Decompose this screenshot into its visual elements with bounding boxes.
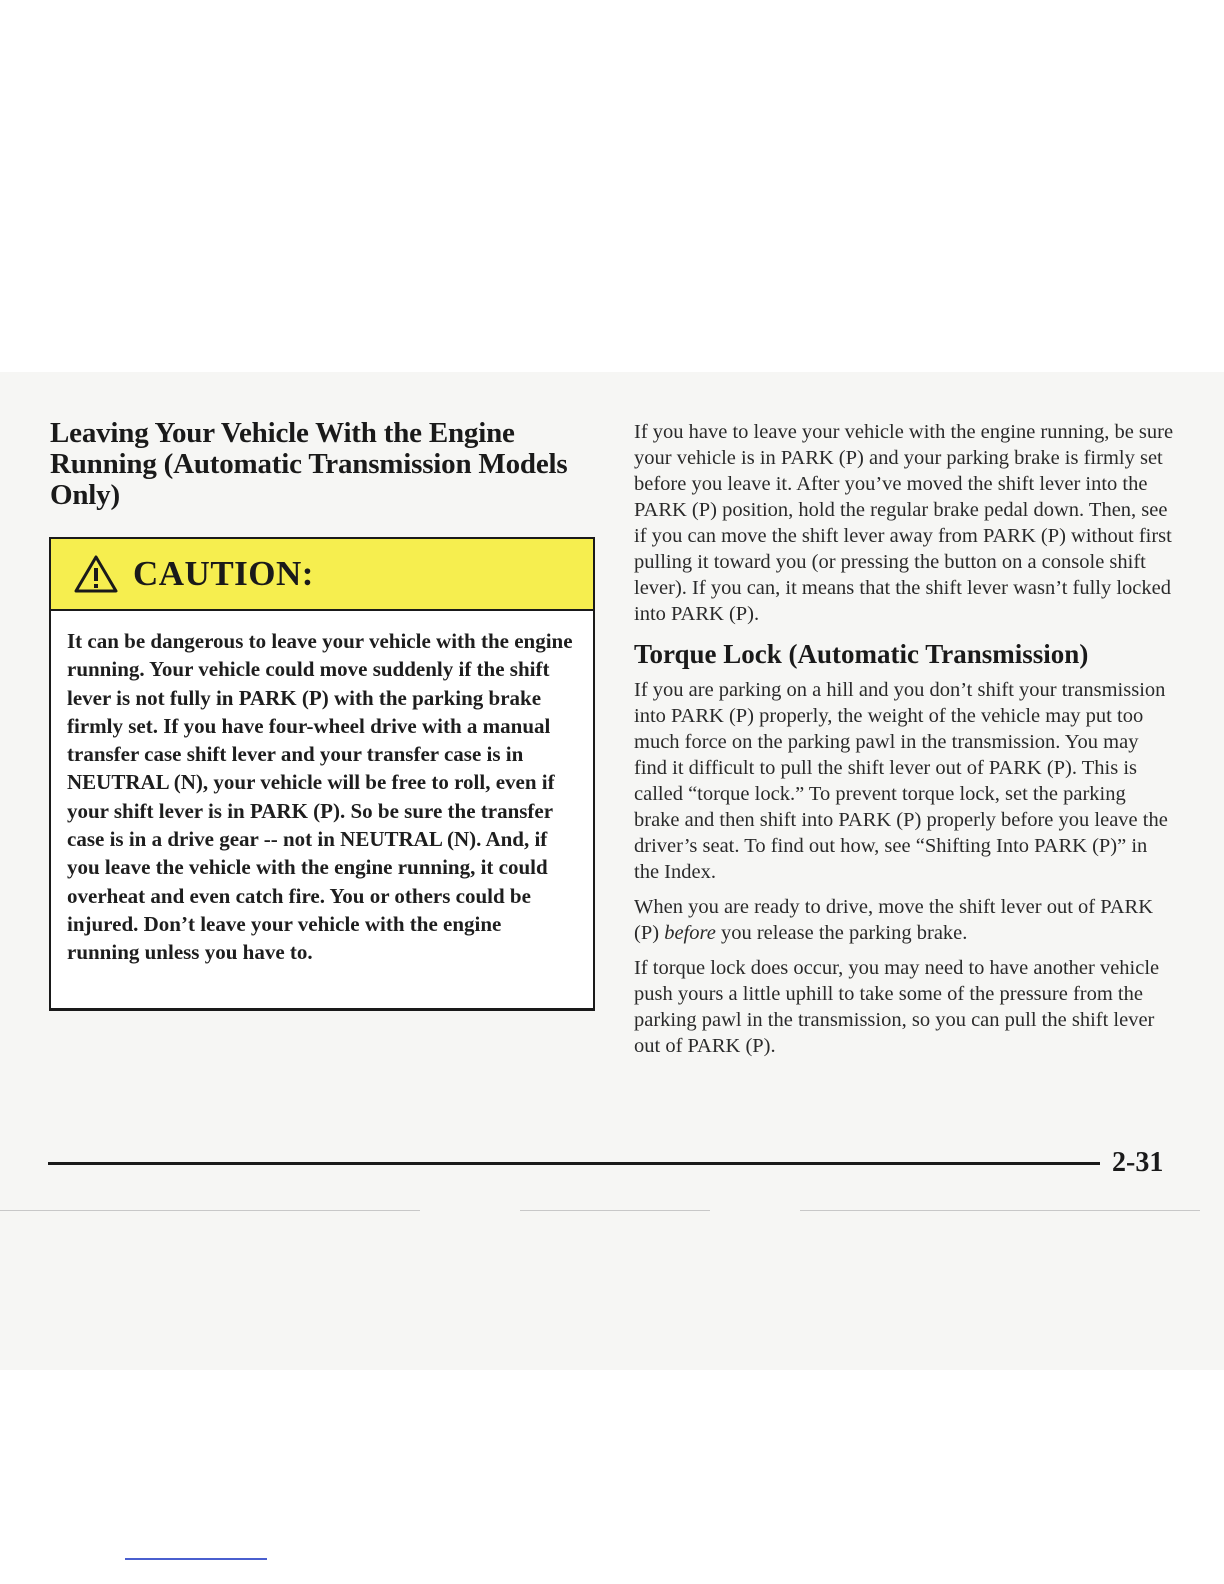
footer-rule	[48, 1162, 1100, 1165]
scan-artifact-line	[800, 1210, 1200, 1211]
paragraph-torque-lock-occurs: If torque lock does occur, you may need to have another vehicle push yours a little uphill to take some of the pressure from the parking pawl in the transmission, so you can pull the shift lever out of PARK (P).	[634, 957, 1160, 1057]
paragraph-torque-lock: If you are parking on a hill and you don’t shift your transmission into PARK (P) properly, the weight of the vehicle may put too much force on the parking pawl in the transmission. You may find it difficult to pull the shift lever out of PARK (P). This is called “torque lock.” To prevent torque lock, set the parking brake and then shift into PARK (P) properly before you leave the driver’s seat. To find out how, see “Shifting Into PARK (P)” in the Index.	[634, 679, 1168, 883]
warning-triangle-icon	[73, 554, 119, 594]
left-column	[50, 418, 600, 511]
torque-lock-heading: Torque Lock (Automatic Transmission)	[634, 639, 1089, 669]
scan-artifact-line	[520, 1210, 710, 1211]
caution-header	[51, 539, 593, 611]
caution-box	[49, 537, 595, 1011]
scan-artifact-line	[0, 1210, 420, 1211]
paragraph-leaving-engine-running: If you have to leave your vehicle with the engine running, be sure your vehicle is in PARK (P) and your parking brake is firmly set before you leave it. After you’ve moved the shift lever into the PARK (P) position, hold the regular brake pedal down. Then, see if you can move the shift lever away from PARK (P) without first pulling it toward you (or pressing the button on a console shift lever). If you can, it means that the shift lever wasn’t fully locked into PARK (P).	[634, 421, 1174, 625]
paragraph-ready-to-drive	[634, 894, 1174, 946]
caution-text: It can be dangerous to leave your vehicle with the engine running. Your vehicle could move suddenly if the shift lever is not fully in PARK (P) with the parking brake firmly set. If you have four-wheel drive with a manual transfer case shift lever and your transfer case is in NEUTRAL (N), your vehicle will be free to roll, even if your shift lever is in PARK (P). So be sure the transfer case is in a drive gear -- not in NEUTRAL (N). And, if you leave the vehicle with the engine running, it could overheat and even catch fire. You or others could be injured. Don’t leave your vehicle with the engine running unless you have to.	[67, 629, 573, 965]
right-column	[634, 419, 1174, 1068]
section-title: Leaving Your Vehicle With the Engine Running (Automatic Transmission Models Only)	[50, 417, 568, 511]
emphasis-before: before	[664, 922, 716, 944]
page-number: 2-31	[1112, 1147, 1164, 1178]
link-underline	[125, 1558, 267, 1560]
ready-to-drive-text-start: When you are ready to drive, move the shift lever out of PARK (P)	[634, 896, 1154, 944]
caution-label: CAUTION:	[133, 554, 314, 593]
ready-to-drive-text-end: you release the parking brake.	[715, 922, 968, 944]
